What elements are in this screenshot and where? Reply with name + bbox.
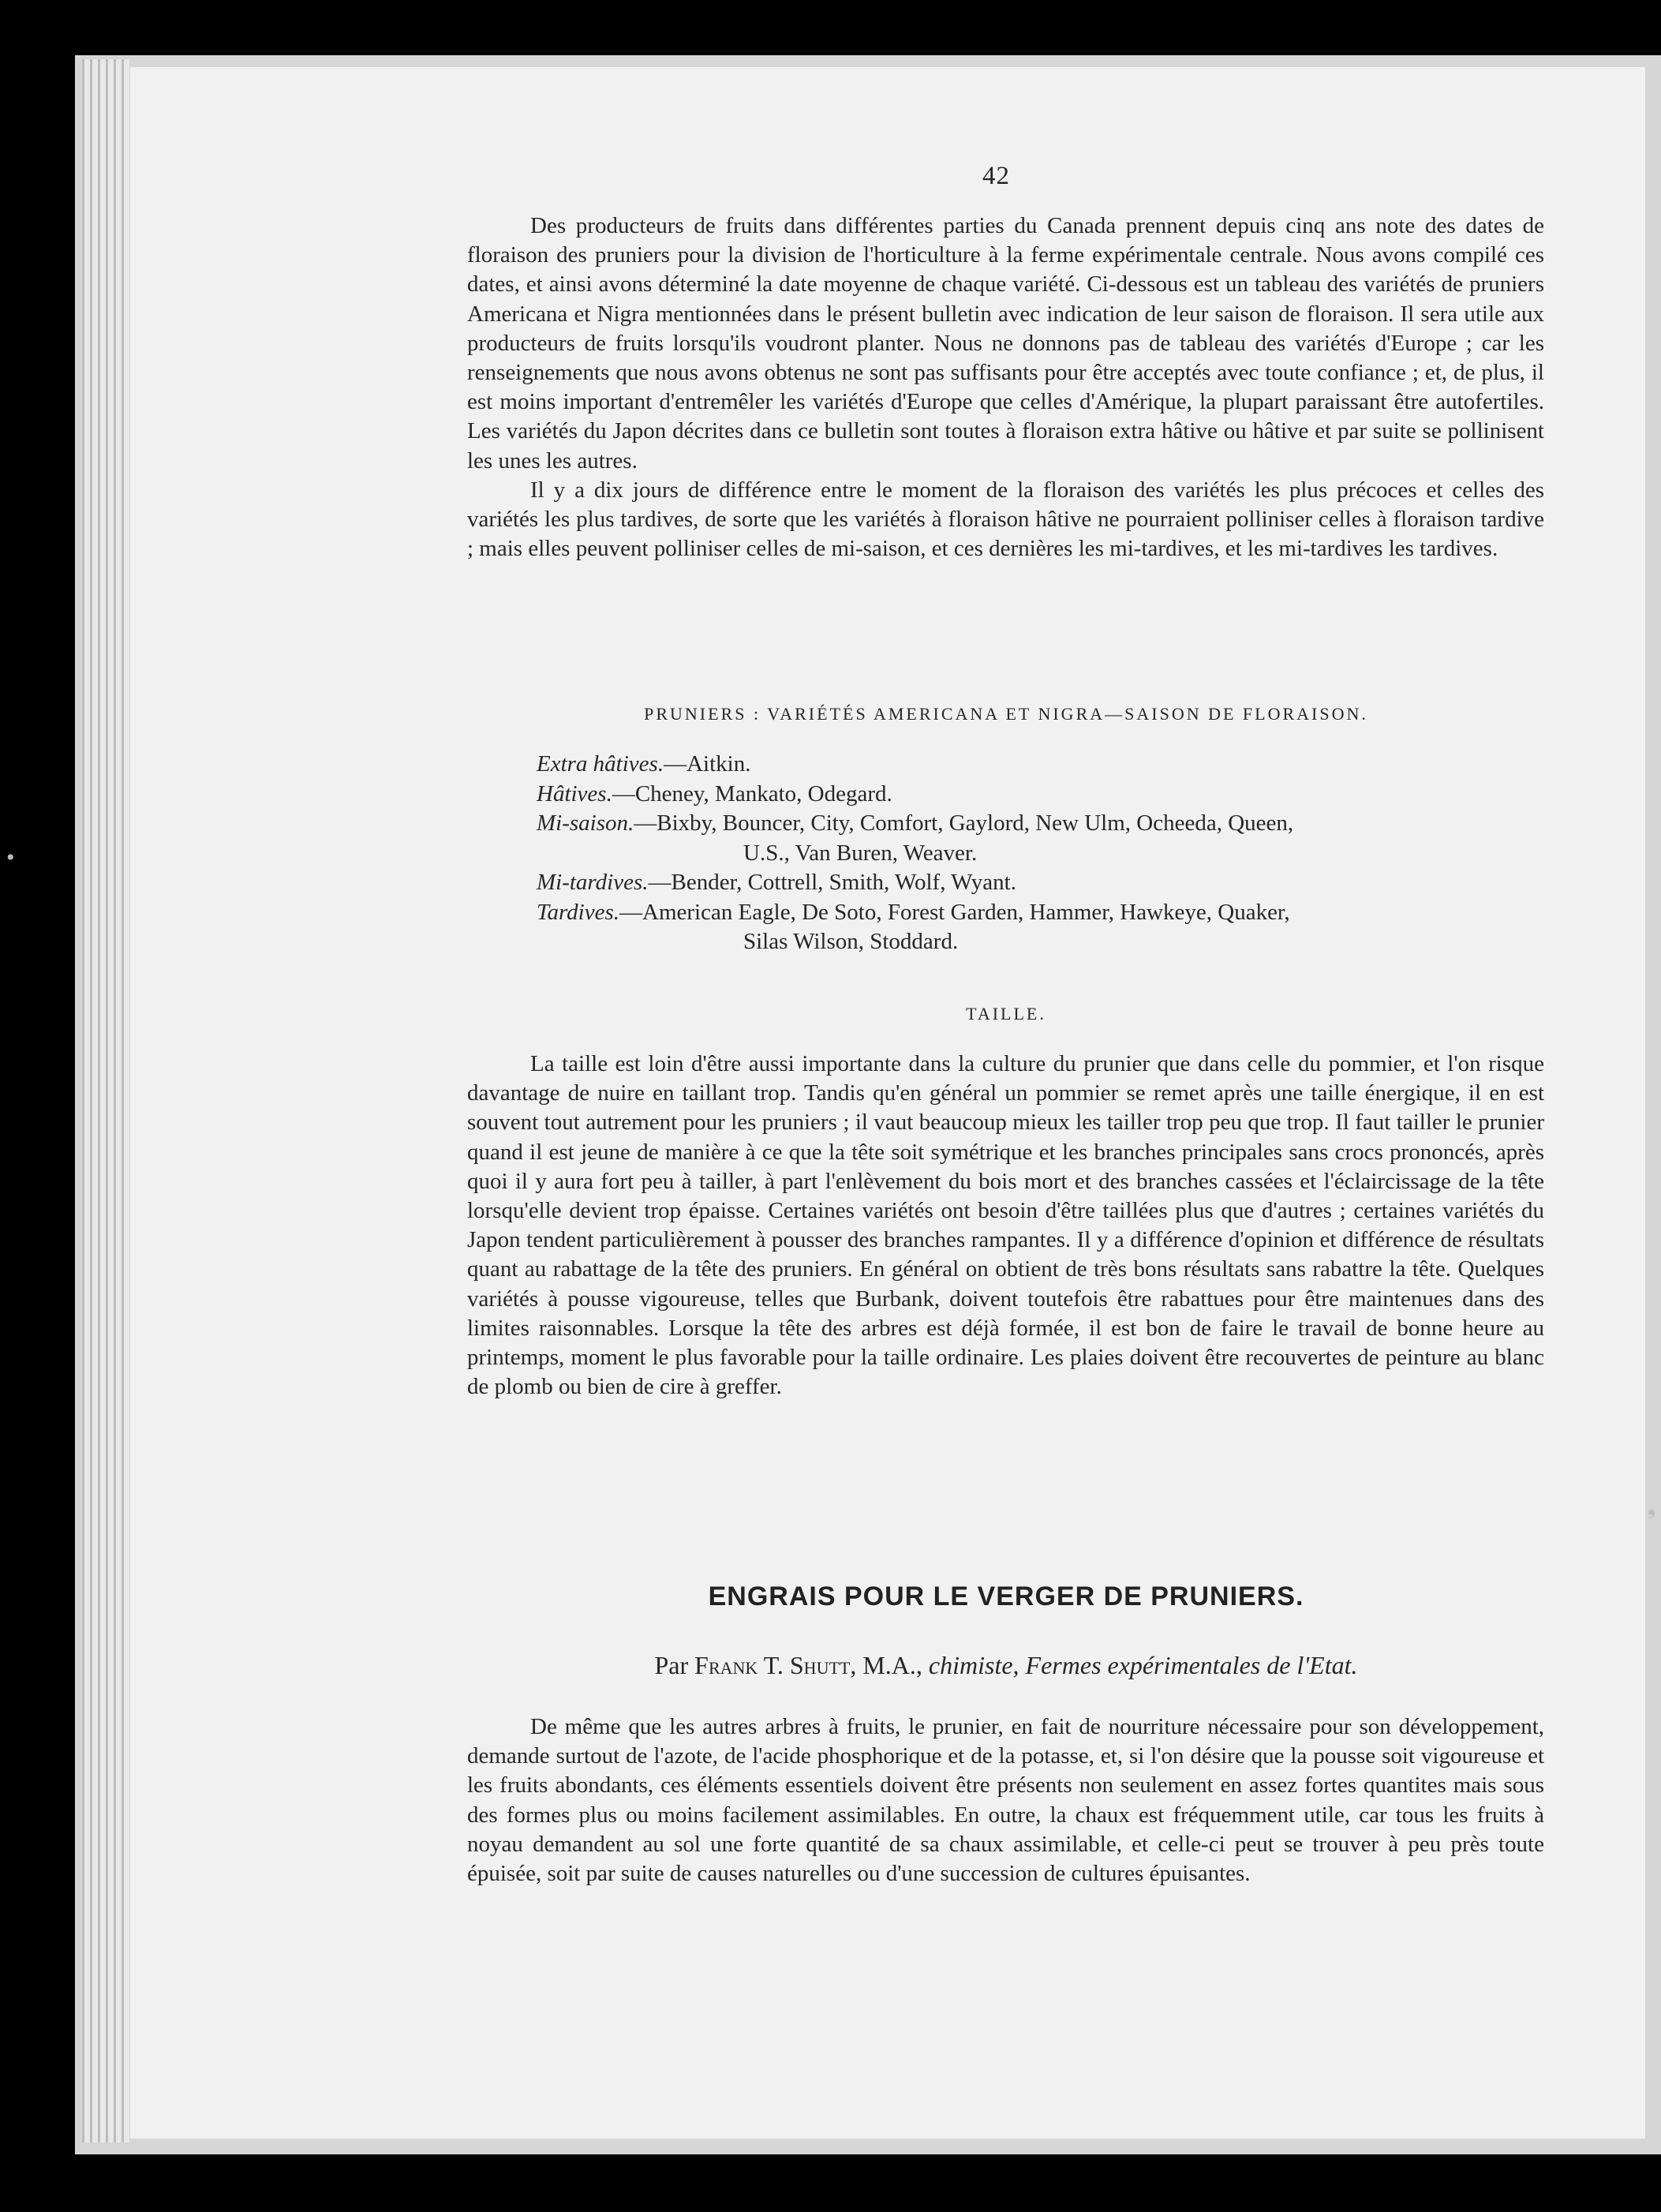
scan-mark: • [6,844,15,870]
season-label: Mi-tardives. [537,870,649,895]
variety-names: —Aitkin. [664,751,751,777]
byline-prefix: Par [654,1651,689,1679]
table-row [537,750,1547,780]
engrais-text [467,1712,1544,1888]
season-label: Extra hâtives. [537,751,664,777]
variety-names: —American Eagle, De Soto, Forest Garden, Hammer, Hawkeye, Quaker, [619,899,1290,925]
byline-author: Frank T. Shutt [694,1651,851,1679]
section-title: ENGRAIS POUR LE VERGER DE PRUNIERS. [708,1581,1304,1611]
engrais-paragraph: De même que les autres arbres à fruits, le prunier, en fait de nourriture nécessaire pour son développement, demande surtout de l'azote, de l'acide phosphorique et de la potasse, et, si l'on désire que la pousse soit vigoureuse et les fruits abondants, ces éléments essentiels doivent être présents non seulement en assez fortes quantites mais sous des formes plus ou moins facilement assimilables. En outre, la chaux est fréquemment utile, car tous les fruits à noyau demandent au sol une forte quantité de sa chaux assimilable, et celle-ci peut se trouver à peu près toute épuisée, soit par suite de causes naturelles ou d'une succession de cultures épuisantes. [467,1714,1544,1887]
page-edges [82,59,129,2143]
flowering-table [537,750,1547,957]
variety-names-continued: Silas Wilson, Stoddard. [743,929,959,954]
table-row [537,898,1547,957]
season-label: Tardives. [537,899,620,925]
scan-mark: ❟ [1648,1495,1656,1518]
intro-paragraph-1: Des producteurs de fruits dans différentes parties du Canada prennent depuis cinq ans note des dates de floraison des pruniers pour la division de l'horticulture à la ferme expérimentale centrale. Nous avons compilé ces dates, et ainsi avons déterminé la date moyenne de chaque variété. Ci-dessous est un tableau des variétés de pruniers Americana et Nigra mentionnées dans le présent bulletin avec indication de leur saison de floraison. Il sera utile aux producteurs de fruits lorsqu'ils voudront planter. Nous ne donnons pas de tableau des variétés d'Europe ; car les renseignements que nous avons obtenus ne sont pas suffisants pour être acceptés avec toute confiance ; et, de plus, il est moins important d'entremêler les variétés d'Europe que celles d'Amérique, la plupart paraissant être autofertiles. Les variétés du Japon décrites dans ce bulletin sont toutes à floraison extra hâtive ou hâtive et par suite se pollinisent les unes les autres. [467,213,1544,473]
table-row [537,780,1547,810]
intro-paragraph-2: Il y a dix jours de différence entre le moment de la floraison des variétés les plus précoces et celles des variétés les plus tardives, de sorte que les variétés à floraison hâtive ne pourraient polliniser celles à floraison tardive ; mais elles peuvent polliniser celles de mi-saison, et ces dernières les mi-tardives, et les mi-tardives les tardives. [467,477,1544,562]
byline-role: chimiste, [928,1651,1019,1679]
taille-heading: TAILLE. [966,1004,1046,1024]
intro-text [467,211,1544,563]
byline [466,1651,1547,1680]
season-label: Hâtives. [537,780,612,807]
byline-degree: , M.A., [850,1651,922,1679]
table-row [537,868,1547,898]
variety-names: —Bixby, Bouncer, City, Comfort, Gaylord, New Ulm, Ocheeda, Queen, [634,810,1294,836]
page-number: 42 [982,162,1010,190]
byline-institution: Fermes expérimentales de l'Etat. [1025,1651,1358,1679]
taille-text [467,1050,1544,1402]
table-heading: PRUNIERS : VARIÉTÉS AMERICANA ET NIGRA—SAISON DE FLORAISON. [644,704,1368,724]
taille-paragraph: La taille est loin d'être aussi importante dans la culture du prunier que dans celle du pommier, et l'on risque davantage de nuire en taillant trop. Tandis qu'en général un pommier se remet après une taille énergique, il en est souvent tout autrement pour les pruniers ; il vaut beaucoup mieux les tailler trop peu que trop. Il faut tailler le prunier quand il est jeune de manière à ce que la tête soit symétrique et les branches principales sans crocs prononcés, après quoi il y aura fort peu à tailler, à part l'enlèvement du bois mort et des branches cassées et l'éclaircissage de la tête lorsqu'elle devient trop épaisse. Certaines variétés ont besoin d'être taillées plus que d'autres ; certaines variétés du Japon tendent particulièrement à pousser des branches rampantes. Il y a différence d'opinion et différence de résultats quant au rabattage de la tête des pruniers. En général on obtient de très bons résultats sans rabattre la tête. Quelques variétés à pousse vigoureuse, telles que Burbank, doivent toutefois être rabattues pour être maintenues dans des limites raisonnables. Lorsque la tête des arbres est déjà formée, il est bon de faire le travail de bonne heure au printemps, moment le plus favorable pour la taille ordinaire. Les plaies doivent être recouvertes de peinture au blanc de plomb ou bien de cire à greffer. [467,1051,1544,1400]
variety-names: —Bender, Cottrell, Smith, Wolf, Wyant. [648,870,1016,895]
season-label: Mi-saison. [537,810,634,836]
variety-names-continued: U.S., Van Buren, Weaver. [743,840,978,866]
table-row [537,809,1547,868]
variety-names: —Cheney, Mankato, Odegard. [612,780,892,807]
